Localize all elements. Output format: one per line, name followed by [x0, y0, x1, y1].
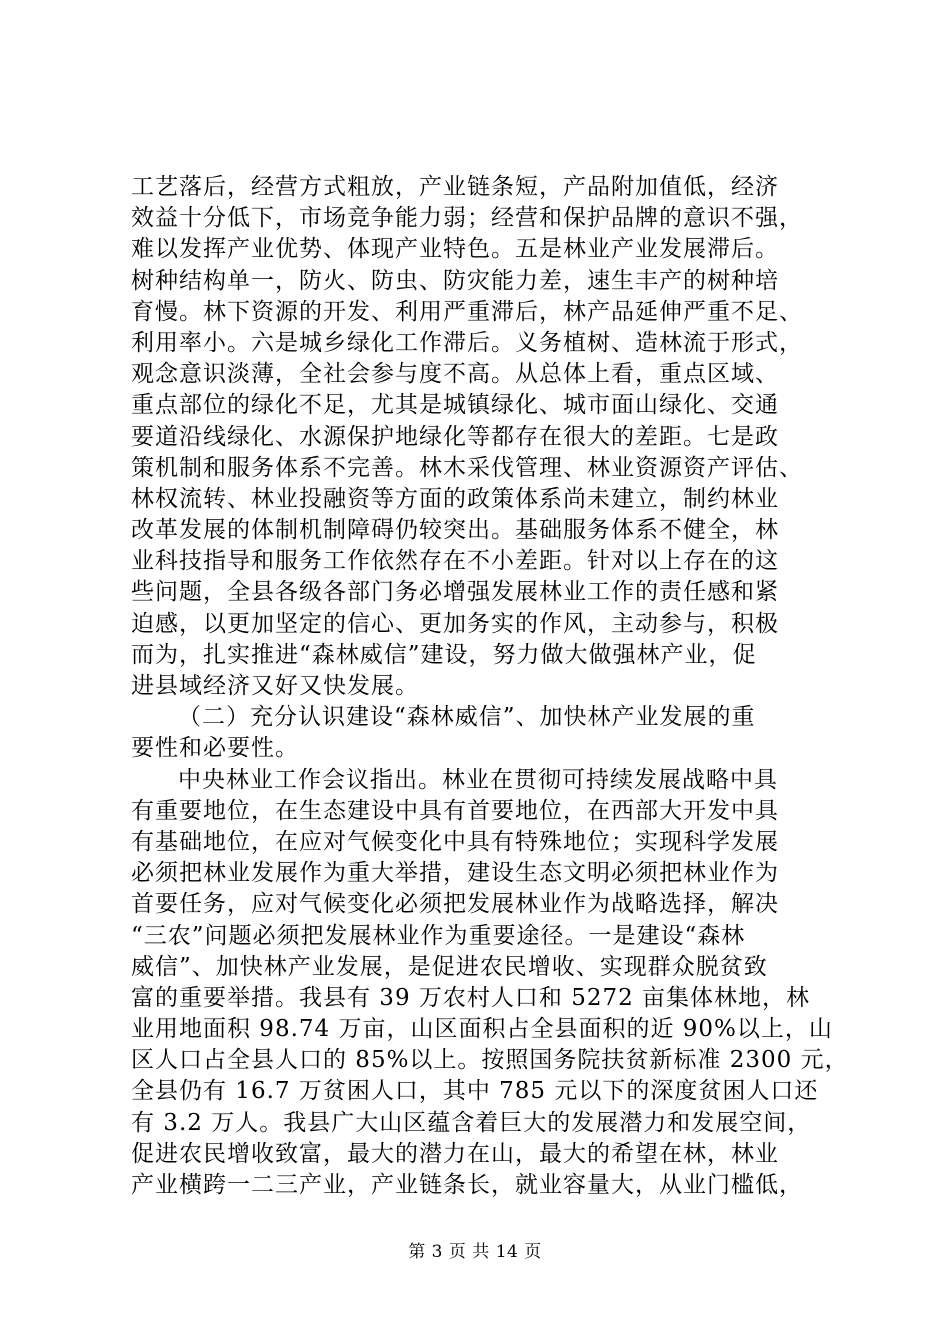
- text-line: 树种结构单一，防火、防虫、防灾能力差，速生丰产的树种培: [131, 267, 779, 294]
- text-line: 有 3.2 万人。我县广大山区蕴含着巨大的发展潜力和发展空间，: [131, 1109, 812, 1136]
- text-line: 利用率小。六是城乡绿化工作滞后。义务植树、造林流于形式，: [131, 329, 803, 356]
- text-line: 改革发展的体制机制障碍仍较突出。基础服务体系不健全，林: [131, 517, 779, 544]
- text-line: 要性和必要性。: [131, 735, 299, 762]
- text-line: 迫感，以更加坚定的信心、更加务实的作风，主动参与，积极: [131, 610, 779, 637]
- text-line: 产业横跨一二三产业，产业链条长，就业容量大，从业门槛低，: [131, 1172, 803, 1198]
- text-line: 促进农民增收致富，最大的潜力在山，最大的希望在林，林业: [131, 1140, 779, 1167]
- page-footer: 第 3 页 共 14 页: [408, 1242, 542, 1262]
- text-line: 业科技指导和服务工作依然存在不小差距。针对以上存在的这: [131, 548, 779, 575]
- text-line: 有基础地位，在应对气候变化中具有特殊地位；实现科学发展: [131, 828, 779, 855]
- text-line: 林权流转、林业投融资等方面的政策体系尚未建立，制约林业: [131, 485, 779, 512]
- text-line: 业用地面积 98.74 万亩，山区面积占全县面积的近 90%以上，山: [131, 1016, 833, 1043]
- text-line: 些问题，全县各级各部门务必增强发展林业工作的责任感和紧: [131, 579, 779, 606]
- text-line: 富的重要举措。我县有 39 万农村人口和 5272 亩集体林地，林: [131, 984, 811, 1011]
- text-line: （二）充分认识建设“森林威信”、加快林产业发展的重: [178, 704, 756, 731]
- text-line: 进县域经济又好又快发展。: [131, 673, 419, 699]
- text-line: 观念意识淡薄，全社会参与度不高。从总体上看，重点区域、: [131, 361, 779, 388]
- text-line: 效益十分低下，市场竞争能力弱；经营和保护品牌的意识不强，: [131, 205, 803, 232]
- text-line: 威信”、加快林产业发展，是促进农民增收、实现群众脱贫致: [131, 953, 768, 980]
- text-line: 难以发挥产业优势、体现产业特色。五是林业产业发展滞后。: [131, 236, 779, 263]
- text-line: 首要任务，应对气候变化必须把发展林业作为战略选择，解决: [131, 891, 779, 918]
- document-body: [131, 172, 849, 1201]
- text-line: 要道沿线绿化、水源保护地绿化等都存在很大的差距。七是政: [131, 423, 779, 450]
- text-line: 育慢。林下资源的开发、利用严重滞后，林产品延伸严重不足、: [131, 298, 803, 325]
- text-line: 而为，扎实推进“森林威信”建设，努力做大做强林产业，促: [131, 641, 757, 668]
- text-line: 工艺落后，经营方式粗放，产业链条短，产品附加值低，经济: [131, 174, 779, 200]
- text-line: 全县仍有 16.7 万贫困人口，其中 785 元以下的深度贫困人口还: [131, 1078, 819, 1105]
- text-line: 有重要地位，在生态建设中具有首要地位，在西部大开发中具: [131, 797, 779, 824]
- text-line: 必须把林业发展作为重大举措，建设生态文明必须把林业作为: [131, 860, 779, 887]
- text-line: 中央林业工作会议指出。林业在贯彻可持续发展战略中具: [178, 766, 778, 793]
- text-line: 重点部位的绿化不足，尤其是城镇绿化、城市面山绿化、交通: [131, 392, 779, 419]
- text-line: 区人口占全县人口的 85%以上。按照国务院扶贫新标准 2300 元，: [131, 1047, 849, 1074]
- text-line: 策机制和服务体系不完善。林木采伐管理、林业资源资产评估、: [131, 454, 803, 481]
- text-line: “三农”问题必须把发展林业作为重要途径。一是建设“森林: [131, 922, 746, 949]
